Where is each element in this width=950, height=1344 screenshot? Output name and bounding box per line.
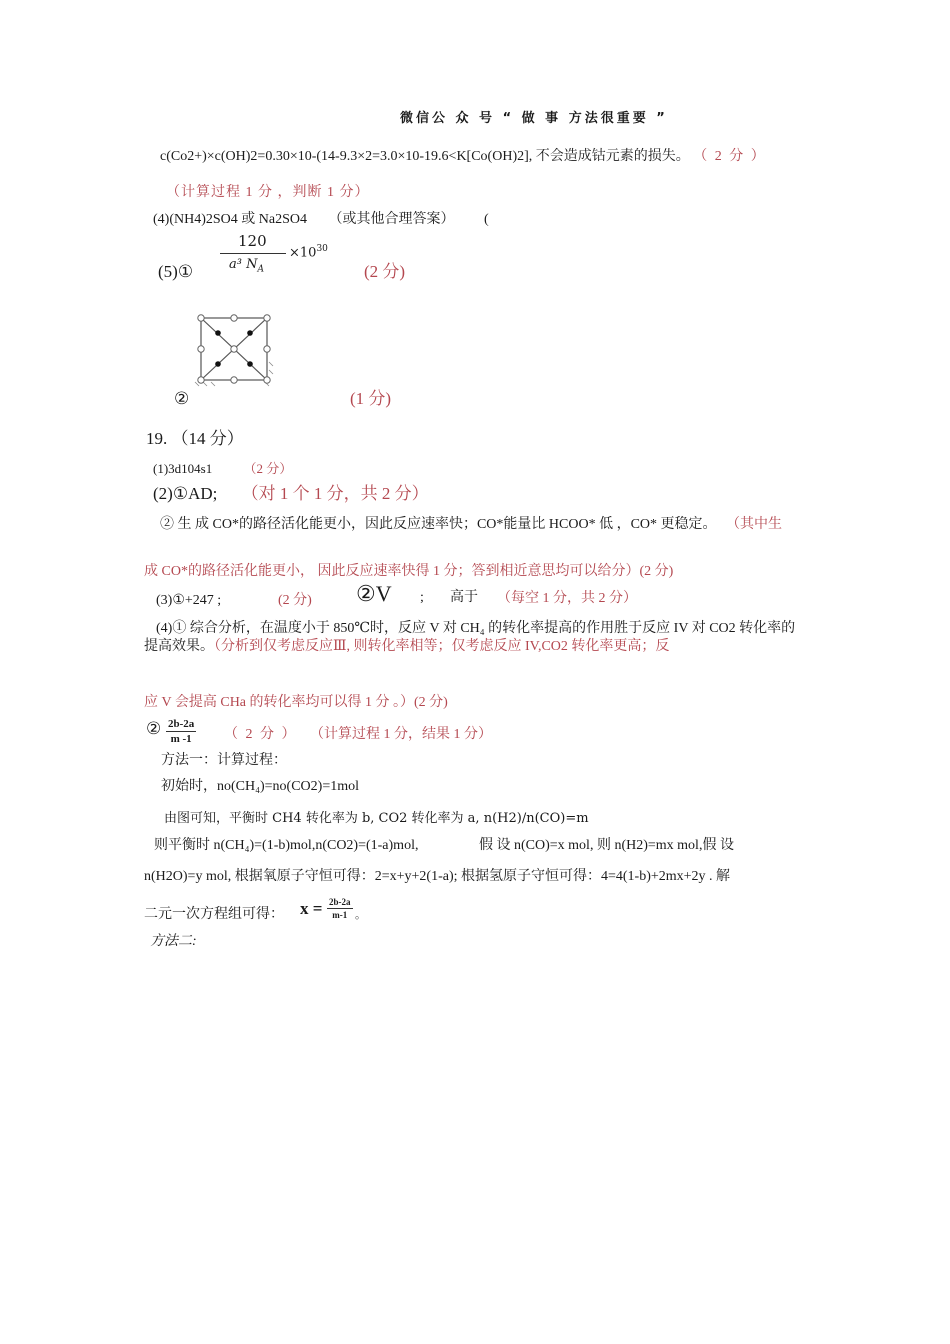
q5-2-label: ② <box>174 389 190 408</box>
q4-note: （或其他合理答案） <box>328 212 455 227</box>
density-multiplier: $\times 10^{30}$ <box>289 244 328 261</box>
lattice-atom-open <box>231 346 237 352</box>
cobalt-ksp-line <box>160 148 767 166</box>
q4-answer-text: (4)(NH4)2SO4 或 Na2SO4 <box>153 212 307 227</box>
answer-4-2-note: （计算过程 1 分，结果 1 分） <box>310 727 492 742</box>
cobalt-ksp-text: c(Co2+)×c(OH)2=0.30×10-(14-9.3×2=3.0×10-19.6<K[Co(OH)2], 不会造成钴元素的损失。 <box>160 149 690 164</box>
method-1-x-label: x = <box>300 899 323 918</box>
q5-2-score: (1 分) <box>350 389 392 408</box>
method-1-eq1b: 假 设 n(CO)=x mol, 则 n(H2)=mx mol,假 设 <box>479 838 734 853</box>
answer-1 <box>153 460 292 478</box>
q4-paren: ( <box>484 212 489 227</box>
method-1-conversion: 由图可知，平衡时 CH4 转化率为 b, CO2 转化率为 a, n(H2)/n(CO)=m <box>164 811 589 826</box>
lattice-atom-filled <box>215 330 221 336</box>
crystal-lattice-diagram <box>193 310 277 390</box>
question-19-title: 19. （14 分） <box>146 429 244 448</box>
lattice-atom-filled <box>215 361 221 367</box>
answer-3-v: ②V <box>356 581 392 606</box>
answer-4-2-numerator: 2b-2a <box>168 718 195 730</box>
answer-2 <box>153 485 429 503</box>
answer-4-note: （分析到仅考虑反应Ⅲ, 则转化率相等；仅考虑反应 IV,CO2 转化率更高；反 <box>214 639 670 654</box>
cobalt-ksp-score: （ 2 分 ） <box>693 149 767 164</box>
method-1-eq3: 二元一次方程组可得： <box>144 907 284 922</box>
answer-2-text: (2)①AD; <box>153 484 218 503</box>
fraction-bar <box>220 253 286 254</box>
answer-1-score: （2 分） <box>243 461 293 476</box>
answer-3-score: (2 分) <box>278 593 312 608</box>
answer-3-higher: 高于 <box>450 590 478 605</box>
density-numerator: 120 <box>238 232 267 250</box>
answer-3-text: (3)①+247 ; <box>156 593 222 608</box>
answer-4-2-fraction <box>166 718 196 745</box>
density-formula <box>220 232 330 280</box>
method-1-x-fraction <box>327 897 353 920</box>
answer-1-text: (1)3d104s1 <box>153 461 213 476</box>
answer-4-2-label: ② <box>146 719 162 738</box>
lattice-atom-open <box>231 377 237 383</box>
density-denominator: a³ $N_A$ <box>229 257 264 275</box>
lattice-atom-open <box>264 377 270 383</box>
lattice-atom-filled <box>247 330 253 336</box>
method-1-title: 方法一：计算过程： <box>161 753 287 768</box>
lattice-atom-filled <box>247 361 253 367</box>
method-1-init: 初始时，no(CH₄)=no(CO2)=1mol <box>161 779 359 794</box>
method-1-x-numerator: 2b-2a <box>329 897 351 907</box>
method-1-x-end: 。 <box>355 909 366 921</box>
answer-2-2 <box>160 516 782 534</box>
method-1-x-denominator: m-1 <box>332 910 348 920</box>
lattice-atom-open <box>198 315 204 321</box>
answer-4-note-cont: 应 V 会提高 CHa 的转化率均可以得 1 分 。）(2 分) <box>144 695 448 710</box>
page-header: 微信公 众 号 “ 做 事 方法很重要 ” <box>400 111 668 126</box>
answer-4-2-score: （ 2 分 ） <box>224 727 298 742</box>
q5-label: (5)① <box>158 262 194 281</box>
answer-2-2-note-start: （其中生 <box>726 517 783 532</box>
q5-score: (2 分) <box>364 262 406 281</box>
answer-2-2-note-cont: 成 CO*的路径活化能更小， 因此反应速率快得 1 分；答到相近意思均可以给分）(2 分) <box>144 564 674 579</box>
lattice-atom-open <box>198 346 204 352</box>
method-2-title: 方法二: <box>150 934 197 949</box>
answer-3-semicolon: ; <box>420 590 424 605</box>
method-1-eq2: n(H2O)=y mol, 根据氧原子守恒可得：2=x+y+2(1-a); 根据氢原子守恒可得：4=4(1-b)+2mx+2y . 解 <box>144 869 731 884</box>
lattice-atom-open <box>198 377 204 383</box>
lattice-atom-open <box>264 346 270 352</box>
method-1-eq1: 则平衡时 n(CH₄)=(1-b)mol,n(CO2)=(1-a)mol, <box>154 838 419 853</box>
cobalt-score-note: （计算过程 1 分 ，判断 1 分） <box>166 185 370 200</box>
answer-3-note: （每空 1 分，共 2 分） <box>497 591 637 606</box>
q4-answer <box>153 211 489 229</box>
lattice-atom-open <box>264 315 270 321</box>
answer-4 <box>144 620 804 656</box>
lattice-atom-open <box>231 315 237 321</box>
answer-2-score: （对 1 个 1 分，共 2 分） <box>241 484 429 503</box>
answer-4-text: (4)① 综合分析，在温度小于 850℃时，反应 V 对 CH₄ 的转化率提高的作用胜于反应 IV 对 CO2 转化率的提高效果。 <box>144 621 796 654</box>
answer-4-2-denominator: m -1 <box>170 733 192 745</box>
answer-2-2-text: ② 生 成 CO*的路径活化能更小，因此反应速率快；CO*能量比 HCOO* 低 ，CO* 更稳定。 <box>160 517 717 532</box>
